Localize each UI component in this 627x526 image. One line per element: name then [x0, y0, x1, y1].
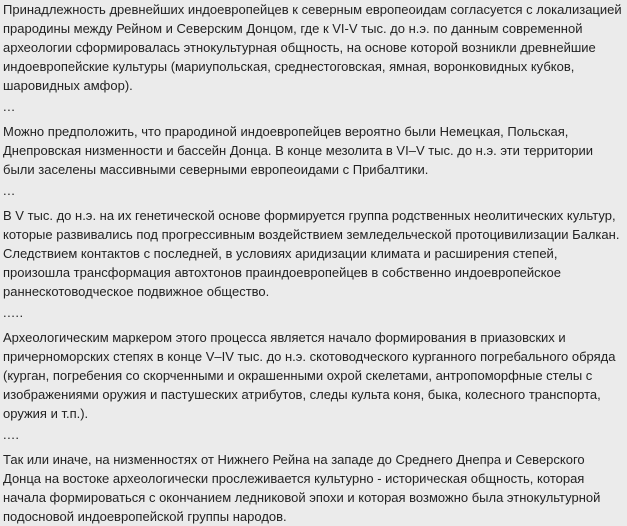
ellipsis-separator-3: ..... — [3, 305, 24, 320]
ellipsis-separator-2: ... — [3, 183, 16, 198]
paragraph-2: Можно предположить, что прародиной индоевропейцев вероятно были Немецкая, Польская, Днепровская низменности и бассейн Донца. В конце мезолита в VI–V тыс. до н.э. эти территории были заселены массивными северными европеоидами с Прибалтики. — [3, 124, 594, 177]
ellipsis-separator-1: ... — [3, 99, 16, 114]
paragraph-4: Археологическим маркером этого процесса является начало формирования в приазовских и причерноморских степях в конце V–IV тыс. до н.э. скотоводческого курганного погребального обряда (курган, погребения со скорченными и окрашенными охрой скелетами, антропоморфные стелы с изображениями оружия и пастушеских атрибутов, следы культа коня, быка, колесного транспорта, оружия и т.п.). — [3, 330, 616, 421]
ellipsis-separator-4: .... — [3, 427, 20, 442]
paragraph-3: В V тыс. до н.э. на их генетической основе формируется группа родственных неолитических культур, которые развивались под прогрессивным воздействием земледельческой протоцивилизации Балкан. Следствием контактов с последней, в условиях аридизации климата и расширения степей, произошла трансформация автохтонов праиндоевропейцев в собственно индоевропейское раннескотоводческое подвижное общество. — [3, 208, 620, 299]
paragraph-1: Принадлежность древнейших индоевропейцев к северным европеоидам согласуется с локализацией прародины между Рейном и Северским Донцом, где к VI-V тыс. до н.э. по данным современной археологии сформировалась этнокультурная общность, на основе которой возникли древнейшие индоевропейские культуры (мариупольская, среднестоговская, ямная, воронковидных кубков, шаровидных амфор). — [3, 2, 622, 93]
document-body — [3, 0, 624, 526]
paragraph-5: Так или иначе, на низменностях от Нижнего Рейна на западе до Среднего Днепра и Северского Донца на востоке археологически прослеживается культурно - историческая общность, которая начала формироваться с окончанием ледниковой эпохи и которая возможно была этнокультурной подосновой индоевропейской группы народов. — [3, 452, 601, 524]
